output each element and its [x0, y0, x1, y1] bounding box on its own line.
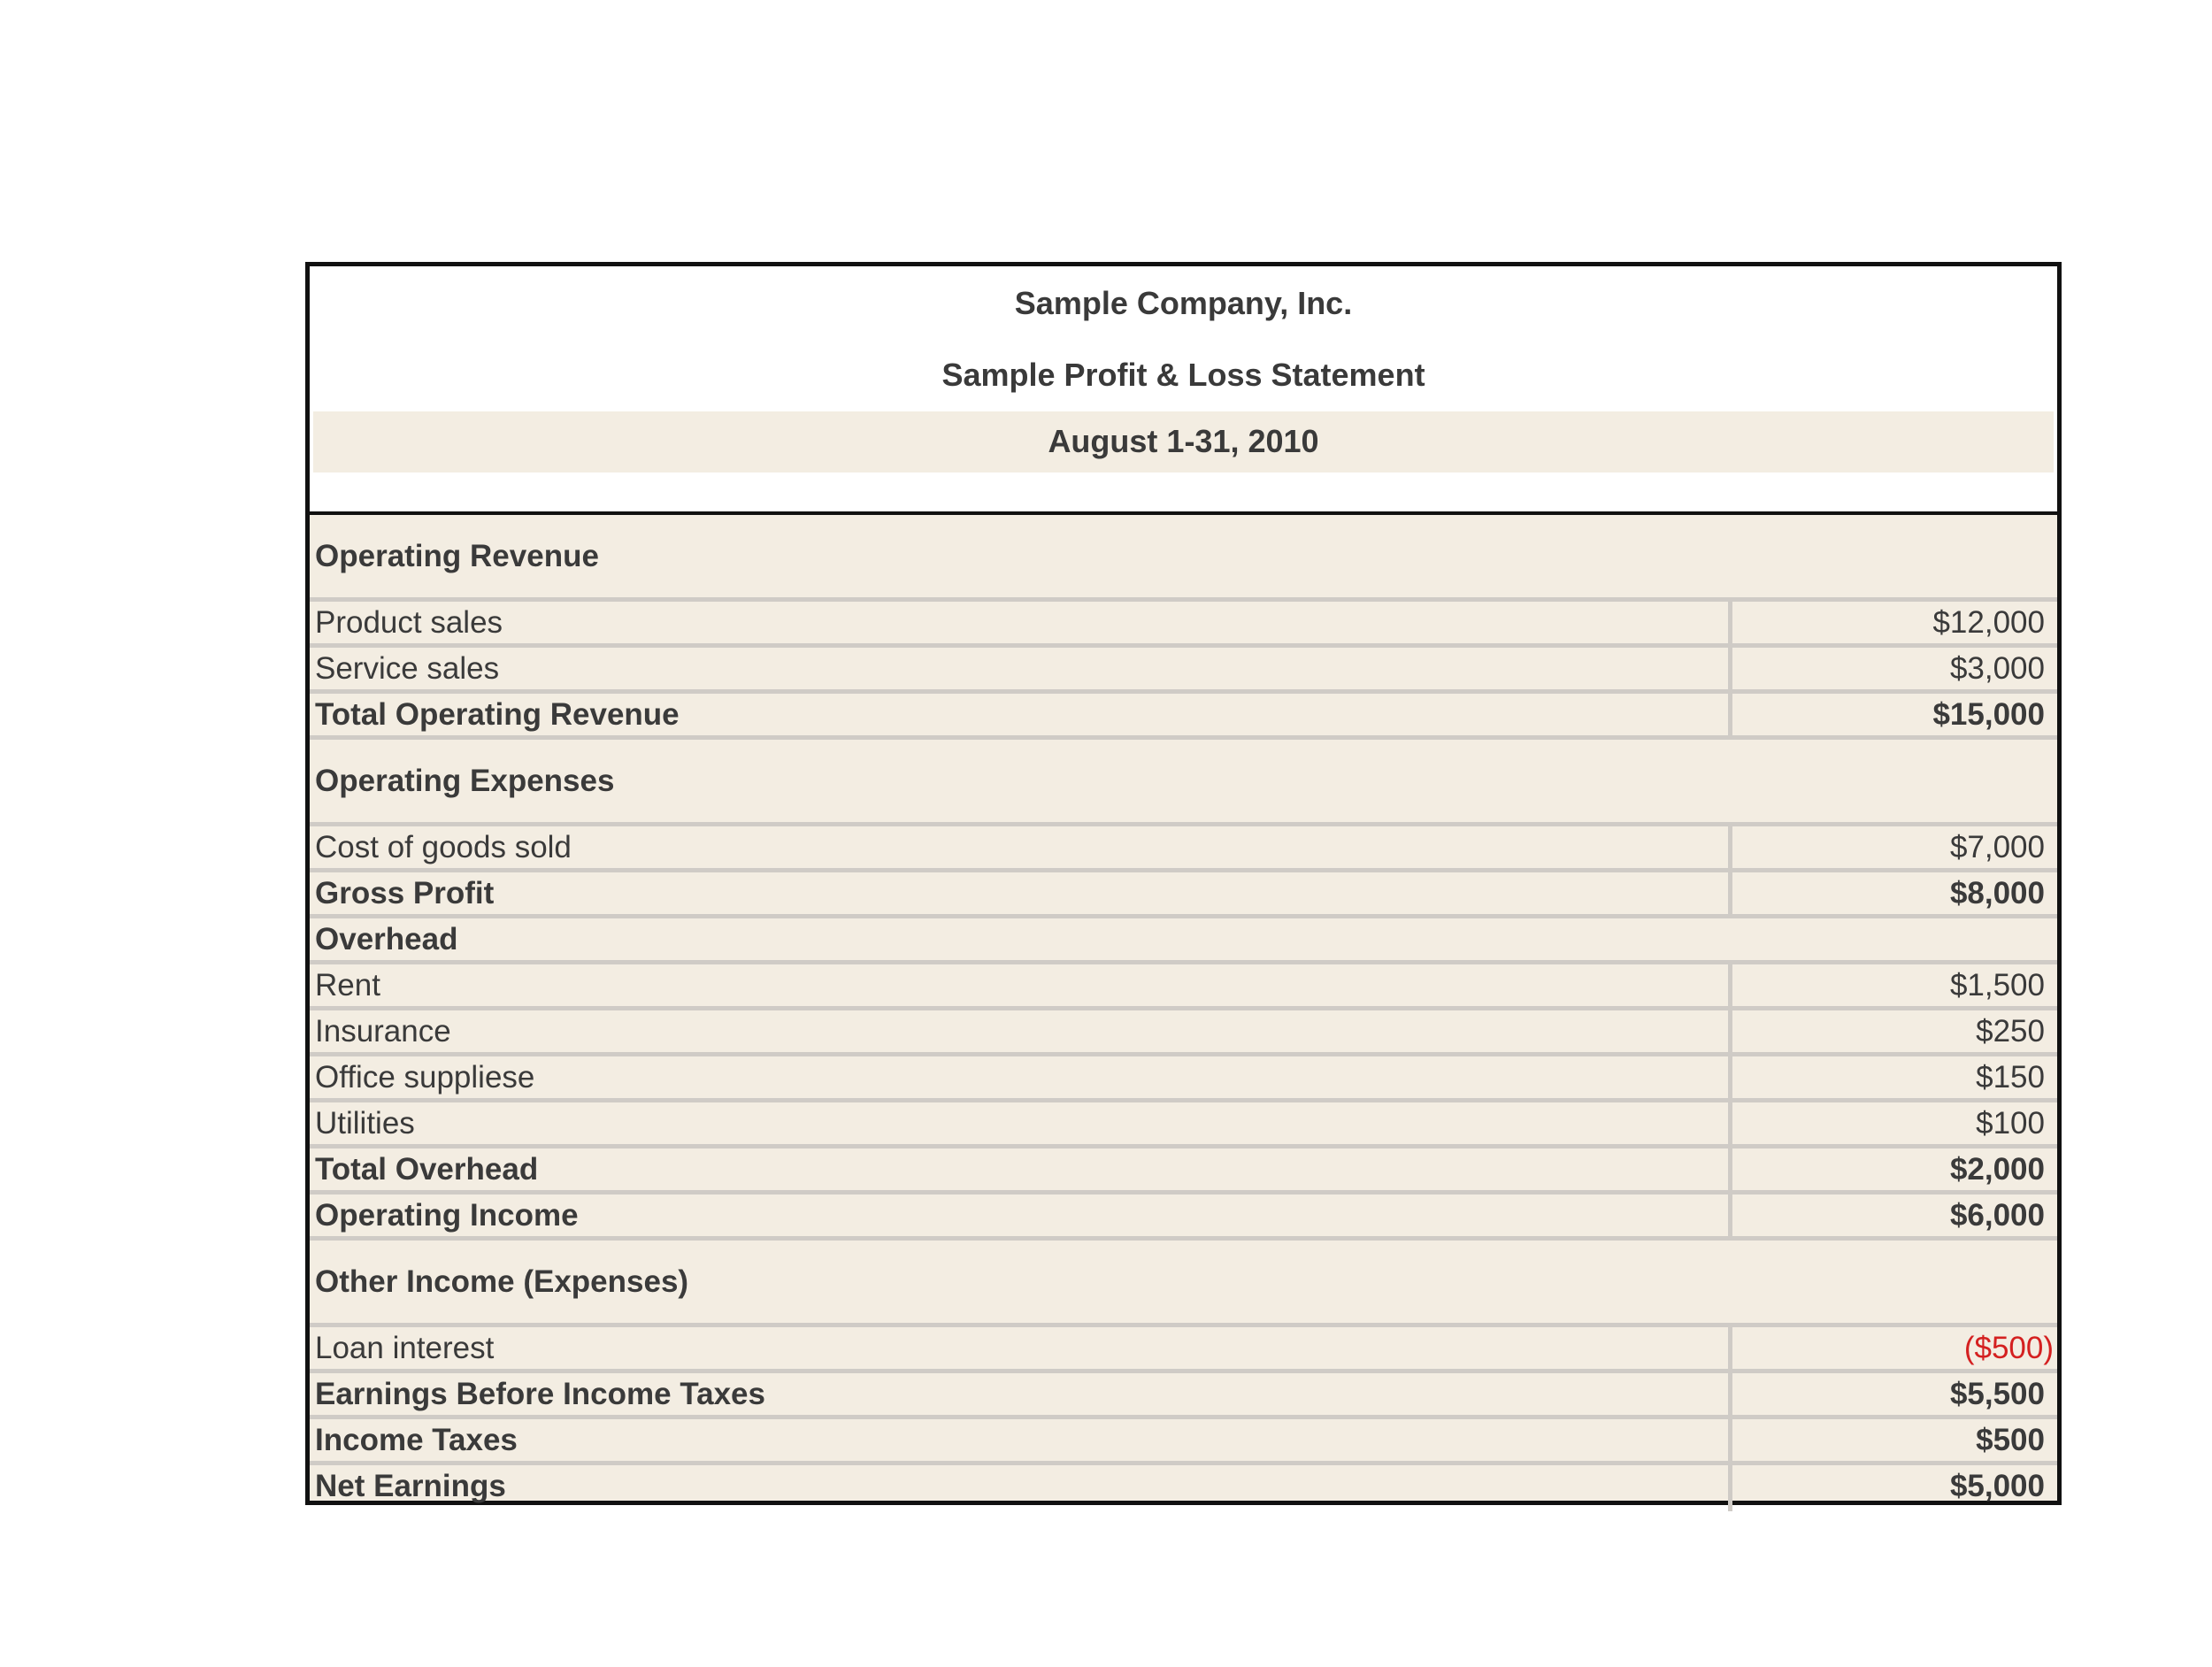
row-value: $100: [1976, 1106, 2045, 1141]
row-label: Gross Profit: [310, 872, 1732, 914]
row-value: $150: [1976, 1060, 2045, 1095]
row-label: Service sales: [310, 648, 1732, 689]
total-row: [310, 1419, 2057, 1465]
section-operating-revenue: [310, 515, 2057, 602]
row-label: Rent: [310, 964, 1732, 1006]
section-overhead: [310, 918, 2057, 964]
section-other-income: [310, 1241, 2057, 1327]
table-row: [310, 1327, 2057, 1373]
row-label: Cost of goods sold: [310, 826, 1732, 868]
statement-title: Sample Profit & Loss Statement: [941, 357, 1425, 393]
table-row: [310, 964, 2057, 1010]
total-row: [310, 1195, 2057, 1241]
table-row: [310, 1056, 2057, 1102]
row-value: $6,000: [1949, 1198, 2045, 1233]
row-label: Operating Income: [310, 1195, 1732, 1236]
row-label: Insurance: [310, 1010, 1732, 1052]
table-row: [310, 826, 2057, 872]
row-label: Earnings Before Income Taxes: [310, 1373, 1732, 1415]
total-row: [310, 872, 2057, 918]
row-label: Loan interest: [310, 1327, 1732, 1369]
statement-body: [310, 515, 2057, 1501]
profit-loss-statement: [305, 262, 2062, 1505]
row-value: $7,000: [1949, 830, 2045, 864]
row-value: $5,500: [1949, 1377, 2045, 1411]
table-row: [310, 1102, 2057, 1148]
row-value: $8,000: [1949, 876, 2045, 910]
row-value: $2,000: [1949, 1152, 2045, 1187]
row-label: Utilities: [310, 1102, 1732, 1144]
row-value: $15,000: [1932, 697, 2045, 732]
section-title: Operating Expenses: [315, 764, 615, 798]
row-value: $500: [1976, 1423, 2045, 1457]
row-label: Total Operating Revenue: [310, 694, 1732, 735]
row-label: Total Overhead: [310, 1148, 1732, 1190]
total-row: [310, 694, 2057, 740]
total-row: [310, 1465, 2057, 1511]
section-title: Overhead: [315, 922, 458, 956]
section-title: Other Income (Expenses): [315, 1264, 689, 1299]
row-value: $12,000: [1932, 605, 2045, 640]
company-name: Sample Company, Inc.: [1014, 285, 1353, 321]
statement-period: August 1-31, 2010: [1048, 423, 1319, 459]
row-value: $1,500: [1949, 968, 2045, 1003]
row-label: Net Earnings: [310, 1465, 1732, 1511]
table-row: [310, 602, 2057, 648]
row-value: $3,000: [1949, 651, 2045, 686]
total-row: [310, 1373, 2057, 1419]
section-operating-expenses: [310, 740, 2057, 826]
row-value: $5,000: [1949, 1469, 2045, 1503]
row-value: $250: [1976, 1014, 2045, 1049]
section-title: Operating Revenue: [315, 539, 599, 573]
statement-header: [310, 266, 2057, 515]
total-row: [310, 1148, 2057, 1195]
row-label: Office suppliese: [310, 1056, 1732, 1098]
row-label: Product sales: [310, 602, 1732, 643]
table-row: [310, 648, 2057, 694]
table-row: [310, 1010, 2057, 1056]
row-value-negative: ($500): [1963, 1331, 2054, 1365]
row-label: Income Taxes: [310, 1419, 1732, 1461]
